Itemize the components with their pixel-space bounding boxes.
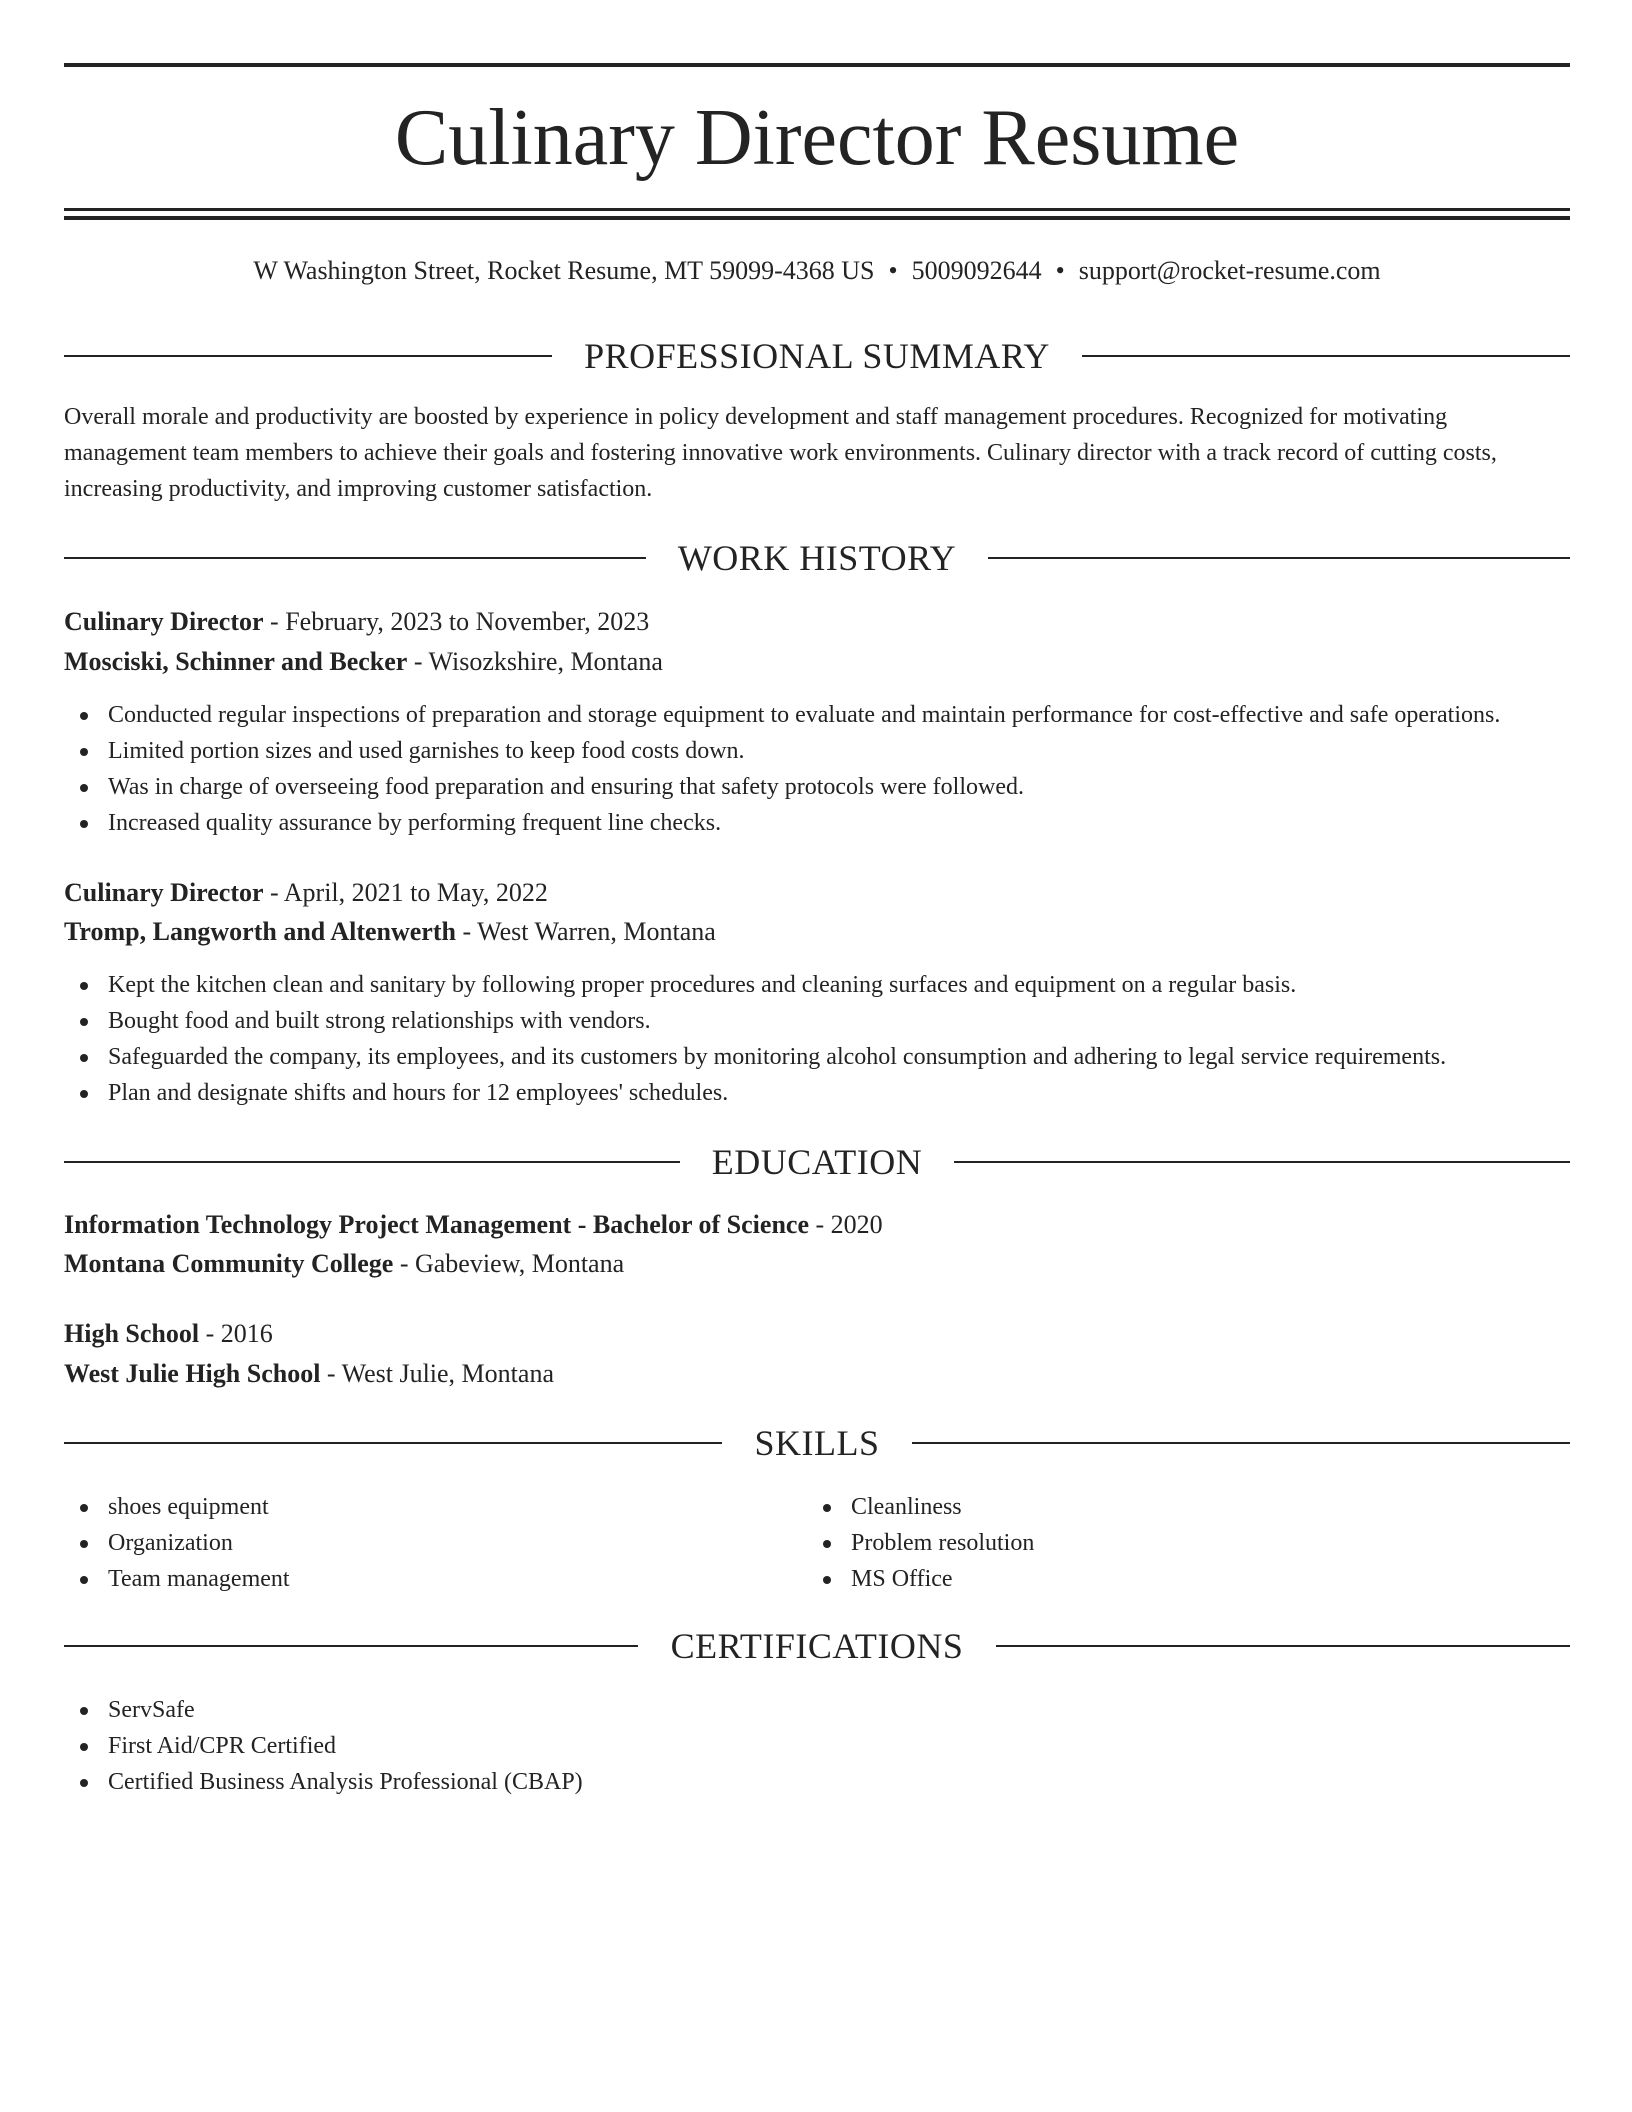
job-company: Tromp, Langworth and Altenwerth [64,917,456,946]
skills-list-left [64,1489,804,1597]
list-item: Organization [64,1525,804,1561]
list-item: Problem resolution [807,1525,1547,1561]
job-1-title-line [64,604,1570,640]
education-1-degree-line [64,1207,1570,1243]
contact-address: W Washington Street, Rocket Resume, MT 59099-4368 US [253,256,875,285]
education-1-school-line [64,1246,1570,1282]
job-2-title-line [64,875,1570,911]
list-item: Certified Business Analysis Professional (CBAP) [64,1764,1570,1800]
section-title-summary: PROFESSIONAL SUMMARY [552,336,1082,376]
contact-line [64,253,1570,289]
education-2-degree-line [64,1316,1570,1352]
education-school: West Julie High School [64,1359,321,1388]
job-title: Culinary Director [64,878,264,907]
education-2-school-line [64,1356,1570,1392]
list-item: Plan and designate shifts and hours for 12 employees' schedules. [64,1075,1570,1111]
summary-paragraph: Overall morale and productivity are boosted by experience in policy development and staff management procedures. Recognized for motivating management team members to achieve their goals and fostering innovative work environments. Culinary director with a track record of cutting costs, increasing productivity, and improving customer satisfaction. [64,404,1497,502]
job-company: Mosciski, Schinner and Becker [64,647,408,676]
job-2-bullets [64,967,1570,1111]
job-2-company-line [64,914,1570,950]
section-heading-certifications [64,1624,1570,1668]
list-item: ServSafe [64,1692,1570,1728]
list-item: shoes equipment [64,1489,804,1525]
list-item: Kept the kitchen clean and sanitary by following proper procedures and cleaning surfaces and equipment on a regular basis. [64,967,1570,1003]
list-item: Was in charge of overseeing food preparation and ensuring that safety protocols were followed. [64,769,1570,805]
list-item: First Aid/CPR Certified [64,1728,1570,1764]
education-location: - West Julie, Montana [320,1359,554,1388]
section-heading-education [64,1140,1570,1184]
education-location: - Gabeview, Montana [393,1249,625,1278]
job-dates: - February, 2023 to November, 2023 [263,607,650,636]
list-item: Limited portion sizes and used garnishes to keep food costs down. [64,733,1570,769]
list-item: Bought food and built strong relationships with vendors. [64,1003,1570,1039]
job-dates: - April, 2021 to May, 2022 [263,878,548,907]
list-item: MS Office [807,1561,1547,1597]
section-title-education: EDUCATION [680,1142,954,1182]
header-top-rule [64,63,1570,67]
job-location: - Wisozkshire, Montana [407,647,663,676]
section-heading-summary [64,334,1570,378]
contact-separator: • [888,256,898,285]
header-double-rule-lower [64,216,1570,220]
contact-phone: 5009092644 [911,256,1042,285]
education-year: - 2020 [809,1210,883,1239]
contact-separator: • [1055,256,1065,285]
list-item: Team management [64,1561,804,1597]
education-school: Montana Community College [64,1249,394,1278]
header-double-rule-upper [64,208,1570,211]
section-title-work-history: WORK HISTORY [646,538,988,578]
section-heading-skills [64,1421,1570,1465]
education-degree: High School [64,1319,200,1348]
list-item: Safeguarded the company, its employees, and its customers by monitoring alcohol consumption and adhering to legal service requirements. [64,1039,1570,1075]
section-title-certifications: CERTIFICATIONS [639,1626,996,1666]
section-title-skills: SKILLS [722,1423,911,1463]
page-title: Culinary Director Resume [394,94,1240,182]
contact-email: support@rocket-resume.com [1078,256,1381,285]
list-item: Conducted regular inspections of preparation and storage equipment to evaluate and maintain performance for cost-effective and safe operations. [64,697,1570,733]
skills-list-right [807,1489,1547,1597]
certifications-list [64,1692,1570,1800]
list-item: Cleanliness [807,1489,1547,1525]
job-1-company-line [64,644,1570,680]
list-item: Increased quality assurance by performing frequent line checks. [64,805,1570,841]
education-year: - 2016 [199,1319,273,1348]
job-location: - West Warren, Montana [455,917,716,946]
section-heading-work-history [64,536,1570,580]
education-degree: Information Technology Project Management - Bachelor of Science [64,1210,809,1239]
job-title: Culinary Director [64,607,264,636]
job-1-bullets [64,697,1570,841]
